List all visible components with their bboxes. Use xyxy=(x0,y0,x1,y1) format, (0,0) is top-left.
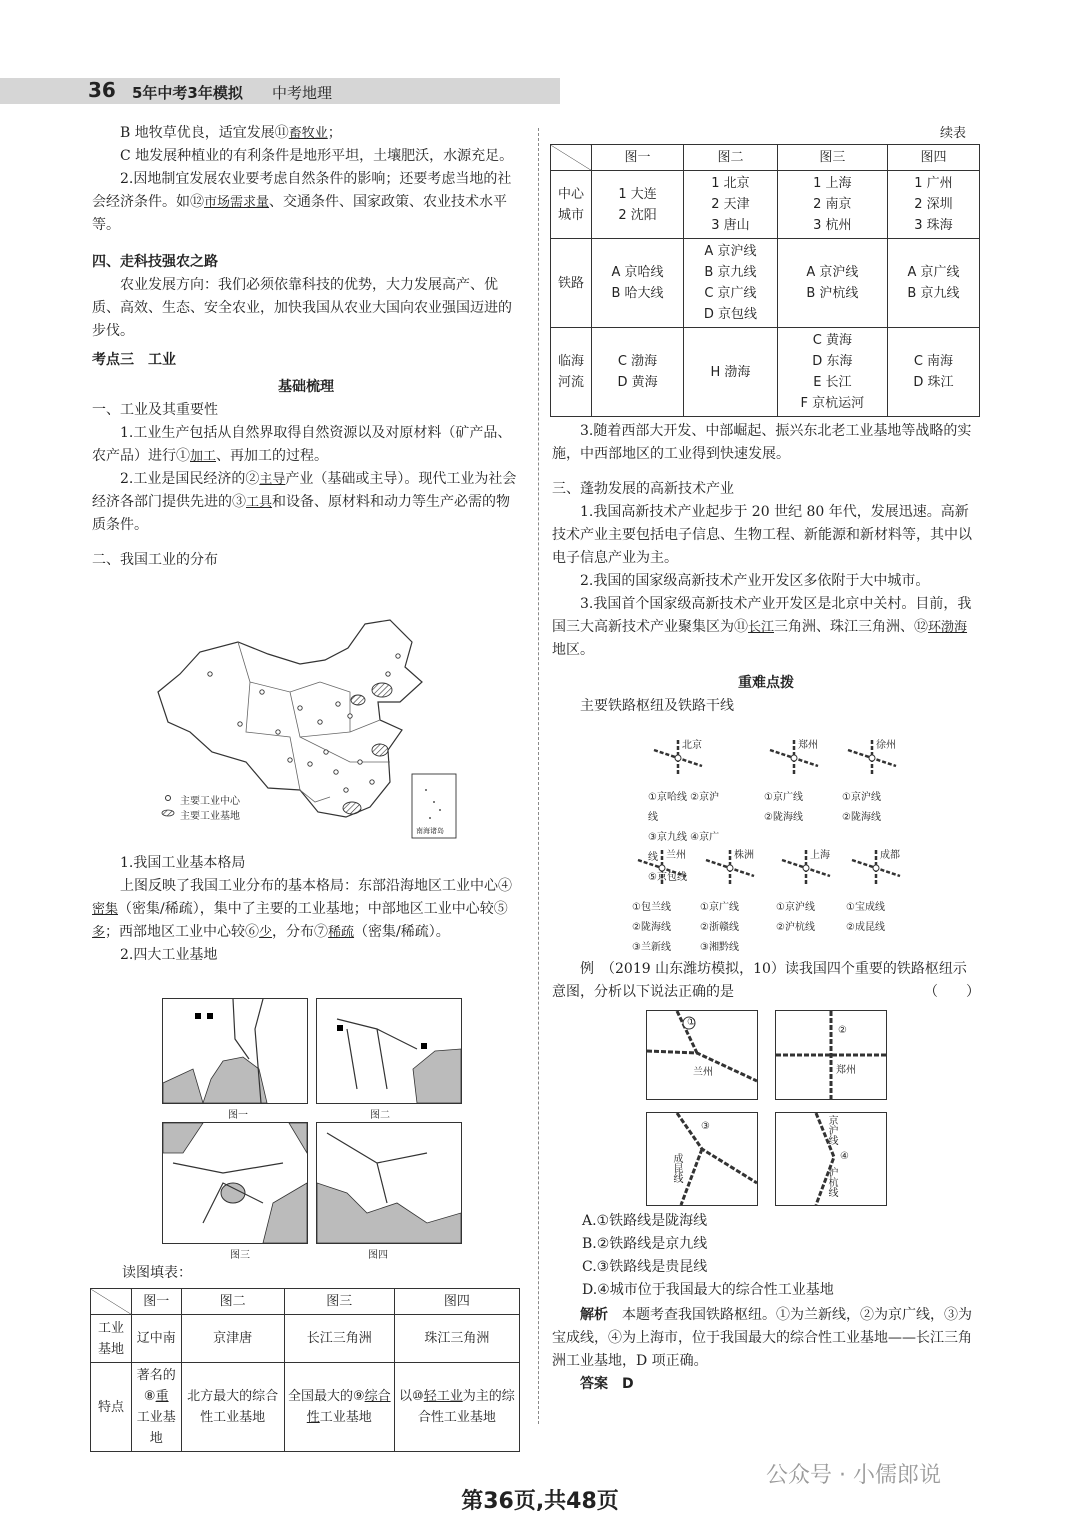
legend-base-label: 主要工业基地 xyxy=(180,811,240,822)
para: B 地牧草优良，适宜发展⑪畜牧业； xyxy=(120,125,342,141)
section-heading: 二、我国工业的分布 xyxy=(92,552,218,568)
page-footer: 第36页,共48页 xyxy=(461,1489,619,1514)
section-heading: 三、蓬勃发展的高新技术产业 xyxy=(552,481,734,497)
base-map-2 xyxy=(316,998,462,1104)
hub-lines: ①京沪线 ②陇海线 xyxy=(842,792,881,823)
example-map-shanghai: ④ 京沪线 沪杭线 xyxy=(775,1112,887,1206)
para: 农业发展方向：我们必须依靠科技的优势，大力发展高产、优质、高效、生态、安全农业，加快我国从农业大国向农业强国迈进的步伐。 xyxy=(92,277,512,339)
para: 2.工业是国民经济的②主导产业（基础或主导）。现代工业为社会经济各部门提供先进的③工具和设备、原材料和动力等生产必需的物质条件。 xyxy=(92,471,517,533)
hub-name: 北京 xyxy=(682,740,702,751)
hub-name: 徐州 xyxy=(876,740,896,751)
base-map-4 xyxy=(316,1122,462,1244)
rail-hub-5 xyxy=(700,846,780,958)
rail-hub-2 xyxy=(764,736,844,828)
key-points-heading: 重难点拨 xyxy=(738,675,794,691)
section-heading: 一、工业及其重要性 xyxy=(92,402,218,418)
fig-caption: 图二 xyxy=(370,1110,390,1121)
subject-title: 中考地理 xyxy=(272,84,333,102)
para: 3.随着西部大开发、中部崛起、振兴东北老工业基地等战略的实施，中西部地区的工业得到快速发展。 xyxy=(552,423,972,462)
hub-lines: ①京沪线 ②沪杭线 xyxy=(776,902,815,933)
para: 主要铁路枢纽及铁路干线 xyxy=(580,698,734,714)
book-title: 5年中考3年模拟 xyxy=(132,84,243,102)
left-column xyxy=(92,122,520,572)
kaodian-heading: 考点三 工业 xyxy=(92,352,176,368)
options xyxy=(582,1210,980,1302)
rail-hub-3 xyxy=(842,736,922,828)
basic-review-heading: 基础梳理 xyxy=(278,379,334,395)
example-map-lanzhou: ① 兰州 xyxy=(646,1010,758,1100)
industry-base-table xyxy=(90,1288,520,1452)
para: C 地发展种植业的有利条件是地形平坦，土壤肥沃，水源充足。 xyxy=(120,148,514,164)
table-row: 临海河流 C 渤海 D 黄海 H 渤海 C 黄海 D 东海 E 长江 F 京杭运河 C 南海 D 珠江 xyxy=(551,328,980,417)
example-question: 例 （2019 山东潍坊模拟，10）读我国四个重要的铁路枢纽示意图，分析以下说法正确的是 （ ） xyxy=(552,961,980,1000)
rail-hub-6 xyxy=(776,846,856,938)
table-row: 特点 著名的⑧重 工业基地 北方最大的综合性工业基地 全国最大的⑨综合性工业基地 以⑩轻工业为主的综合性工业基地 xyxy=(91,1363,520,1452)
hub-lines: ①包兰线 ②陇海线 ③兰新线 xyxy=(632,902,671,953)
fig-caption: 图一 xyxy=(228,1110,248,1121)
para: 2.四大工业基地 xyxy=(120,947,218,963)
table-row: 铁路 A 京哈线 B 哈大线 A 京沪线 B 京九线 C 京广线 D 京包线 A 京沪线 B 沪杭线 A 京广线 B 京九线 xyxy=(551,239,980,328)
legend-center-label: 主要工业中心 xyxy=(180,796,240,807)
column-divider xyxy=(538,128,539,1424)
china-industry-map xyxy=(150,612,460,842)
left-column-2 xyxy=(92,852,520,967)
fig-caption: 图三 xyxy=(230,1250,250,1261)
hub-name: 郑州 xyxy=(798,740,818,751)
section-heading: 四、走科技强农之路 xyxy=(92,254,218,270)
para: 1.我国高新技术产业起步于 20 世纪 80 年代，发展迅速。高新技术产业主要包括电子信息、生物工程、新能源和新材料等，其中以电子信息产业为主。 xyxy=(552,504,972,566)
right-column xyxy=(552,420,980,718)
hub-name: 成都 xyxy=(880,850,900,861)
page-number: 36 xyxy=(88,78,116,102)
para: 2.我国的国家级高新技术产业开发区多依附于大中城市。 xyxy=(580,573,930,589)
hub-name: 兰州 xyxy=(666,850,686,861)
cities-rail-table xyxy=(550,144,980,417)
option-a: A.①铁路线是陇海线 xyxy=(582,1213,708,1229)
option-b: B.②铁路线是京九线 xyxy=(582,1236,708,1252)
continued-label: 续表 xyxy=(940,126,967,141)
table-row: 中心城市 1 大连 2 沈阳 1 北京 2 天津 3 唐山 1 上海 2 南京 3 杭州 1 广州 2 深圳 3 珠海 xyxy=(551,171,980,239)
para: 2.因地制宜发展农业要考虑自然条件的影响；还要考虑当地的社会经济条件。如⑫市场需求量、交通条件、国家政策、农业技术水平等。 xyxy=(92,171,512,233)
fig-caption: 图四 xyxy=(368,1250,388,1261)
rail-hub-7 xyxy=(846,846,926,938)
example-map-zhengzhou: ② 郑州 xyxy=(775,1010,887,1100)
base-map-1 xyxy=(162,998,308,1104)
base-map-3 xyxy=(162,1122,308,1244)
analysis: 解析 本题考查我国铁路枢纽。①为兰新线，②为京广线，③为宝成线，④为上海市，位于我国最大的综合性工业基地——长江三角洲工业基地，D 项正确。 答案 D xyxy=(552,1307,972,1392)
example-map-chengdu: ③ 成昆线 xyxy=(646,1112,758,1206)
hub-lines: ①京哈线 ②京沪线 ③京九线 ④京广线 ⑤京包线 xyxy=(648,792,720,883)
hub-lines: ①京广线 ②浙赣线 ③湘黔线 xyxy=(700,902,739,953)
hub-name: 株洲 xyxy=(734,850,754,861)
watermark: 公众号 · 小儒郎说 xyxy=(766,1463,941,1488)
hub-lines: ①京广线 ②陇海线 xyxy=(764,792,803,823)
para: 1.我国工业基本格局 xyxy=(120,855,246,871)
inset-label: 南海诸岛 xyxy=(416,827,444,835)
option-d: D.④城市位于我国最大的综合性工业基地 xyxy=(582,1282,834,1298)
para: 1.工业生产包括从自然界取得自然资源以及对原材料（矿产品、农产品）进行①加工、再加工的过程。 xyxy=(92,425,512,464)
para: 3.我国首个国家级高新技术产业开发区是北京中关村。目前，我国三大高新技术产业聚集区为⑪长江三角洲、珠江三角洲、⑫环渤海地区。 xyxy=(552,596,972,658)
read-fill-label: 读图填表： xyxy=(122,1265,192,1281)
hub-lines: ①宝成线 ②成昆线 xyxy=(846,902,885,933)
para: 上图反映了我国工业分布的基本格局：东部沿海地区工业中心④密集（密集/稀疏），集中了主要的工业基地；中部地区工业中心较⑤多；西部地区工业中心较⑥少，分布⑦稀疏（密集/稀疏）。 xyxy=(92,878,512,940)
hub-name: 上海 xyxy=(810,850,830,861)
table-row: 工业基地 辽中南 京津唐 长江三角洲 珠江三角洲 xyxy=(91,1315,520,1363)
option-c: C.③铁路线是贵昆线 xyxy=(582,1259,708,1275)
table-row: 图一 图二 图三 图四 xyxy=(91,1289,520,1315)
table-row: 图一 图二 图三 图四 xyxy=(551,145,980,171)
